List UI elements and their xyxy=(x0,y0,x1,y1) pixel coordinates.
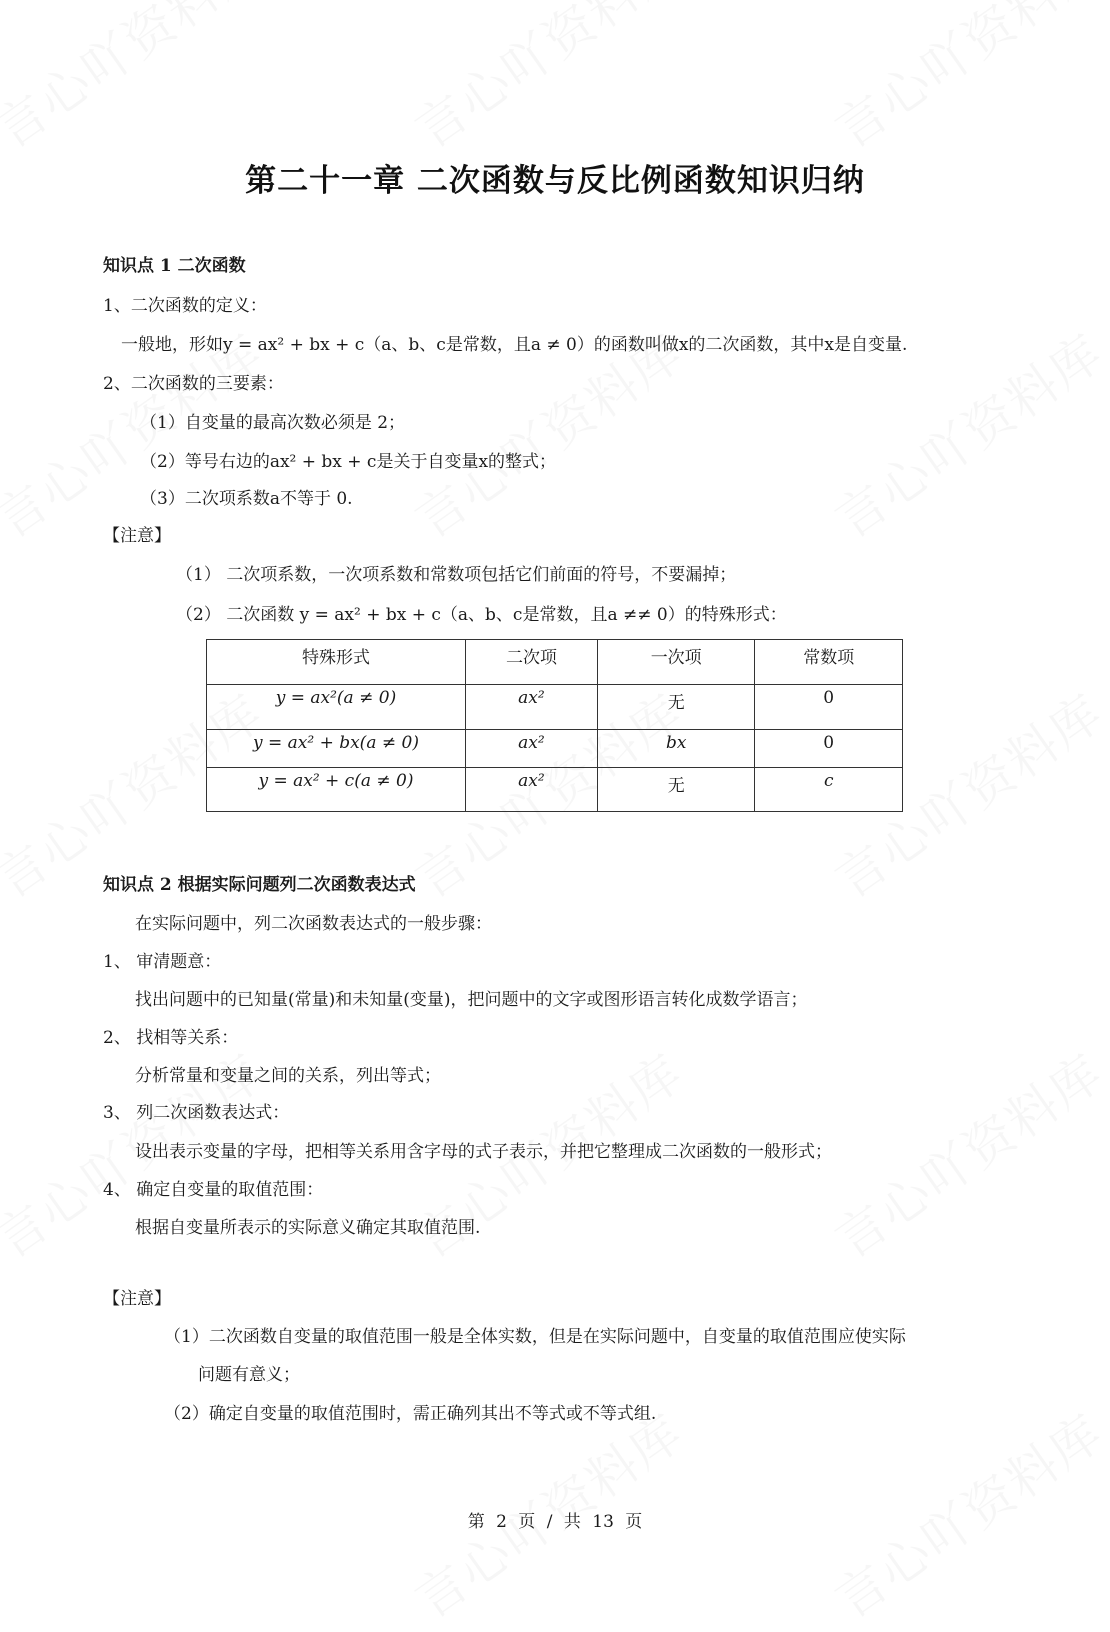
note-label: 【注意】 xyxy=(103,1289,171,1309)
table-cell: 0 xyxy=(755,730,903,768)
section1-heading: 知识点 1 二次函数 xyxy=(103,256,246,276)
table-row xyxy=(207,685,903,730)
table-cell: y = ax²(a ≠ 0) xyxy=(207,685,466,730)
step-text: 找出问题中的已知量(常量)和未知量(变量)，把问题中的文字或图形语言转化成数学语言； xyxy=(135,990,808,1010)
table-cell: y = ax² + bx(a ≠ 0) xyxy=(207,730,466,768)
table-header: 特殊形式 xyxy=(207,640,466,685)
table-cell: ax² xyxy=(465,685,597,730)
note-item: （1） 二次项系数，一次项系数和常数项包括它们前面的符号，不要漏掉； xyxy=(176,565,737,585)
note-label: 【注意】 xyxy=(103,526,171,546)
step-text: 分析常量和变量之间的关系，列出等式； xyxy=(135,1066,441,1086)
table-cell: 0 xyxy=(755,685,903,730)
table-cell: y = ax² + c(a ≠ 0) xyxy=(207,768,466,812)
element-item: （2）等号右边的ax² + bx + c是关于自变量x的整式； xyxy=(140,452,557,472)
step-text: 设出表示变量的字母，把相等关系用含字母的式子表示，并把它整理成二次函数的一般形式； xyxy=(135,1142,832,1162)
definition-heading: 1、二次函数的定义： xyxy=(103,296,267,316)
note-item: （2） 二次函数 y = ax² + bx + c（a、b、c是常数，且a ≠≠ 0）的特殊形式： xyxy=(176,605,787,625)
table-row xyxy=(207,730,903,768)
table-row xyxy=(207,768,903,812)
table-cell: c xyxy=(755,768,903,812)
step-label: 1、 审清题意： xyxy=(103,952,222,972)
table-cell: 无 xyxy=(597,768,754,812)
note-item: （1）二次函数自变量的取值范围一般是全体实数，但是在实际问题中，自变量的取值范围应使实际 xyxy=(164,1327,906,1347)
special-forms-table xyxy=(206,639,903,812)
table-cell: ax² xyxy=(465,730,597,768)
section2-heading: 知识点 2 根据实际问题列二次函数表达式 xyxy=(103,875,416,895)
page-title: 第二十一章 二次函数与反比例函数知识归纳 xyxy=(245,163,865,199)
definition-text: 一般地，形如y = ax² + bx + c（a、b、c是常数，且a ≠ 0）的函数叫做x的二次函数，其中x是自变量. xyxy=(121,335,908,355)
table-header: 二次项 xyxy=(465,640,597,685)
section2-intro: 在实际问题中，列二次函数表达式的一般步骤： xyxy=(135,914,492,934)
element-item: （1）自变量的最高次数必须是 2； xyxy=(140,413,406,433)
table-cell: bx xyxy=(597,730,754,768)
note-item-continued: 问题有意义； xyxy=(198,1365,300,1385)
step-label: 4、 确定自变量的取值范围： xyxy=(103,1180,324,1200)
table-cell: ax² xyxy=(465,768,597,812)
table-cell: 无 xyxy=(597,685,754,730)
table-header: 常数项 xyxy=(755,640,903,685)
table-header: 一次项 xyxy=(597,640,754,685)
elements-heading: 2、二次函数的三要素： xyxy=(103,374,284,394)
element-item: （3）二次项系数a不等于 0. xyxy=(140,489,353,509)
table-header-row xyxy=(207,640,903,685)
note-item: （2）确定自变量的取值范围时，需正确列其出不等式或不等式组. xyxy=(164,1404,657,1424)
page-footer: 第 2 页 / 共 13 页 xyxy=(467,1512,643,1532)
step-label: 2、 找相等关系： xyxy=(103,1028,239,1048)
step-text: 根据自变量所表示的实际意义确定其取值范围. xyxy=(135,1218,481,1238)
step-label: 3、 列二次函数表达式： xyxy=(103,1103,290,1123)
